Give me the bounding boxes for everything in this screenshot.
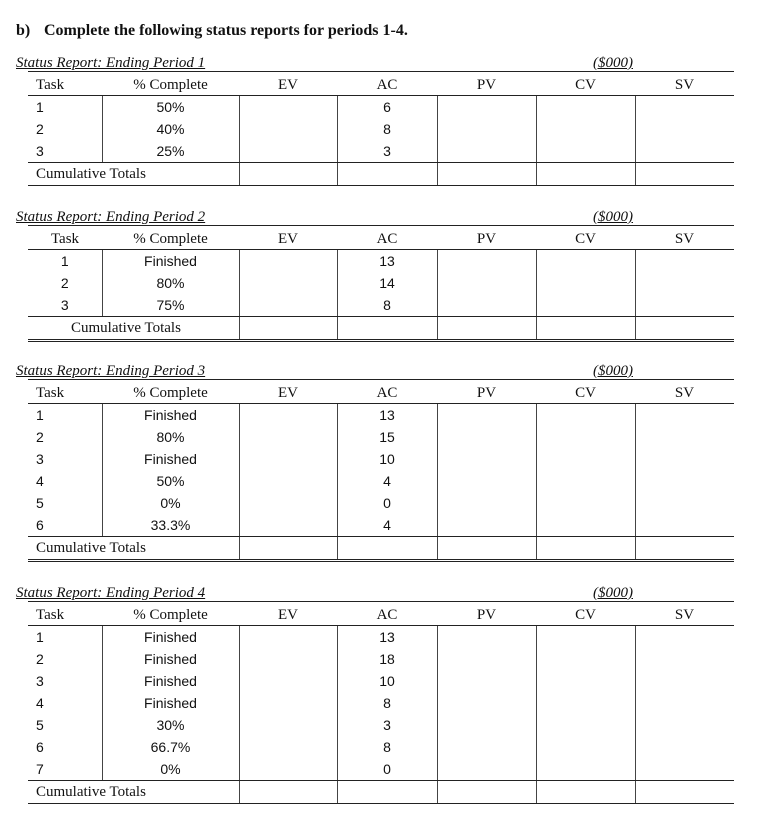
cell-pct: 40% <box>102 118 239 140</box>
cell-ac: 8 <box>337 294 437 317</box>
cell-pct: 25% <box>102 140 239 163</box>
answer-cell-cv[interactable] <box>536 404 635 427</box>
status-report-table <box>28 379 734 562</box>
answer-cell-ev[interactable] <box>239 626 337 649</box>
column-header-cv: CV <box>536 380 635 404</box>
cell-ac: 0 <box>337 758 437 781</box>
answer-cell-cv[interactable] <box>536 648 635 670</box>
column-header-ev: EV <box>239 380 337 404</box>
answer-cell-sv[interactable] <box>635 272 734 294</box>
total-cell-cv[interactable] <box>536 163 635 186</box>
table-row <box>28 492 734 514</box>
answer-cell-cv[interactable] <box>536 714 635 736</box>
answer-cell-sv[interactable] <box>635 492 734 514</box>
column-header-sv: SV <box>635 380 734 404</box>
table-row <box>28 670 734 692</box>
cell-pct: Finished <box>102 692 239 714</box>
cell-pct: 50% <box>102 470 239 492</box>
cell-ac: 3 <box>337 714 437 736</box>
answer-cell-pv[interactable] <box>437 118 536 140</box>
cell-task: 2 <box>36 121 44 137</box>
cell-ac: 10 <box>337 670 437 692</box>
answer-cell-ev[interactable] <box>239 470 337 492</box>
column-header-cv: CV <box>536 72 635 96</box>
cell-ac: 13 <box>337 404 437 427</box>
report-title: Status Report: Ending Period 3 <box>16 363 206 379</box>
question-text: Complete the following status reports for periods 1-4. <box>44 22 408 39</box>
cell-ac: 13 <box>337 250 437 273</box>
cell-task: 3 <box>28 294 102 317</box>
total-cell-pv[interactable] <box>437 537 536 561</box>
column-header-pct: % Complete <box>102 380 239 404</box>
answer-cell-pv[interactable] <box>437 758 536 781</box>
cell-task: 1 <box>60 253 69 269</box>
cell-ac: 0 <box>337 492 437 514</box>
status-report-table <box>28 71 734 186</box>
cell-task: 4 <box>36 695 44 711</box>
cumulative-totals-label: Cumulative Totals <box>28 163 239 186</box>
column-header-ev: EV <box>239 72 337 96</box>
cumulative-totals-label: Cumulative Totals <box>28 781 239 804</box>
total-cell-ev[interactable] <box>239 537 337 561</box>
cell-pct: 80% <box>102 272 239 294</box>
answer-cell-sv[interactable] <box>635 470 734 492</box>
total-cell-pv[interactable] <box>437 163 536 186</box>
answer-cell-pv[interactable] <box>437 96 536 119</box>
column-header-ev: EV <box>239 602 337 626</box>
table-row <box>28 426 734 448</box>
answer-cell-ev[interactable] <box>239 692 337 714</box>
total-cell-ac[interactable] <box>337 163 437 186</box>
column-header-task: Task <box>28 602 102 626</box>
answer-cell-cv[interactable] <box>536 692 635 714</box>
answer-cell-cv[interactable] <box>536 140 635 163</box>
cell-task: 2 <box>36 651 44 667</box>
answer-cell-pv[interactable] <box>437 294 536 317</box>
column-header-ac: AC <box>337 602 437 626</box>
status-report-table <box>28 225 734 342</box>
cell-ac: 8 <box>337 692 437 714</box>
answer-cell-sv[interactable] <box>635 448 734 470</box>
answer-cell-ev[interactable] <box>239 758 337 781</box>
cumulative-totals-row <box>28 781 734 804</box>
answer-cell-pv[interactable] <box>437 626 536 649</box>
table-row <box>28 648 734 670</box>
column-header-sv: SV <box>635 226 734 250</box>
column-header-ac: AC <box>337 72 437 96</box>
total-cell-sv[interactable] <box>635 781 734 804</box>
answer-cell-ev[interactable] <box>239 96 337 119</box>
cell-task: 5 <box>36 495 44 511</box>
answer-cell-ev[interactable] <box>239 294 337 317</box>
table-row <box>28 448 734 470</box>
cumulative-totals-row <box>28 163 734 186</box>
table-row <box>28 626 734 649</box>
cell-task: 2 <box>60 275 69 291</box>
answer-cell-ev[interactable] <box>239 250 337 273</box>
answer-cell-cv[interactable] <box>536 736 635 758</box>
cell-pct: Finished <box>102 626 239 649</box>
total-cell-pv[interactable] <box>437 781 536 804</box>
answer-cell-pv[interactable] <box>437 272 536 294</box>
column-header-task: Task <box>28 72 102 96</box>
answer-cell-pv[interactable] <box>437 470 536 492</box>
cell-pct: Finished <box>102 250 239 273</box>
answer-cell-pv[interactable] <box>437 514 536 537</box>
cell-task: 1 <box>36 629 44 645</box>
total-cell-ac[interactable] <box>337 537 437 561</box>
cell-ac: 13 <box>337 626 437 649</box>
header-row <box>28 380 734 404</box>
answer-cell-sv[interactable] <box>635 118 734 140</box>
column-header-pv: PV <box>437 380 536 404</box>
table-row <box>28 140 734 163</box>
cell-task: 3 <box>36 673 44 689</box>
table-row <box>28 272 734 294</box>
answer-cell-pv[interactable] <box>437 670 536 692</box>
report-title: Status Report: Ending Period 2 <box>16 209 206 225</box>
answer-cell-ev[interactable] <box>239 404 337 427</box>
total-cell-ev[interactable] <box>239 781 337 804</box>
column-header-pct: % Complete <box>102 602 239 626</box>
answer-cell-pv[interactable] <box>437 404 536 427</box>
total-cell-pv[interactable] <box>437 317 536 341</box>
answer-cell-sv[interactable] <box>635 404 734 427</box>
answer-cell-cv[interactable] <box>536 96 635 119</box>
answer-cell-cv[interactable] <box>536 758 635 781</box>
question-label: b) <box>16 22 31 39</box>
total-cell-cv[interactable] <box>536 537 635 561</box>
header-row <box>28 226 734 250</box>
answer-cell-cv[interactable] <box>536 470 635 492</box>
answer-cell-ev[interactable] <box>239 514 337 537</box>
cell-pct: 66.7% <box>102 736 239 758</box>
column-header-cv: CV <box>536 602 635 626</box>
cell-task: 3 <box>36 451 44 467</box>
table-row <box>28 470 734 492</box>
units-label: ($000) <box>593 209 633 225</box>
answer-cell-sv[interactable] <box>635 250 734 273</box>
cell-ac: 15 <box>337 426 437 448</box>
status-report-table <box>28 601 734 804</box>
cell-task: 7 <box>28 758 102 781</box>
cumulative-totals-label: Cumulative Totals <box>28 537 239 561</box>
answer-cell-pv[interactable] <box>437 736 536 758</box>
table-row <box>28 294 734 317</box>
cell-ac: 4 <box>337 514 437 537</box>
units-label: ($000) <box>593 585 633 601</box>
answer-cell-ev[interactable] <box>239 648 337 670</box>
answer-cell-sv[interactable] <box>635 736 734 758</box>
answer-cell-pv[interactable] <box>437 250 536 273</box>
units-label: ($000) <box>593 363 633 379</box>
cell-ac: 14 <box>337 272 437 294</box>
column-header-pct: % Complete <box>102 72 239 96</box>
answer-cell-sv[interactable] <box>635 140 734 163</box>
answer-cell-ev[interactable] <box>239 492 337 514</box>
column-header-pv: PV <box>437 72 536 96</box>
answer-cell-pv[interactable] <box>437 140 536 163</box>
answer-cell-ev[interactable] <box>239 426 337 448</box>
column-header-pv: PV <box>437 226 536 250</box>
cell-pct: 0% <box>102 758 239 781</box>
cell-pct: Finished <box>102 648 239 670</box>
cell-pct: 33.3% <box>102 514 239 537</box>
header-row <box>28 72 734 96</box>
answer-cell-cv[interactable] <box>536 250 635 273</box>
answer-cell-cv[interactable] <box>536 272 635 294</box>
cumulative-totals-row <box>28 537 734 561</box>
answer-cell-sv[interactable] <box>635 96 734 119</box>
table-row <box>28 118 734 140</box>
table-row <box>28 96 734 119</box>
answer-cell-cv[interactable] <box>536 514 635 537</box>
table-row <box>28 758 734 781</box>
answer-cell-cv[interactable] <box>536 294 635 317</box>
column-header-pct: % Complete <box>102 226 239 250</box>
total-cell-ac[interactable] <box>337 781 437 804</box>
cell-ac: 10 <box>337 448 437 470</box>
answer-cell-sv[interactable] <box>635 692 734 714</box>
cell-ac: 3 <box>337 140 437 163</box>
cell-ac: 8 <box>337 118 437 140</box>
units-label: ($000) <box>593 55 633 71</box>
answer-cell-ev[interactable] <box>239 670 337 692</box>
answer-cell-cv[interactable] <box>536 626 635 649</box>
cell-task: 1 <box>36 407 44 423</box>
cell-pct: Finished <box>102 670 239 692</box>
answer-cell-pv[interactable] <box>437 492 536 514</box>
answer-cell-pv[interactable] <box>437 714 536 736</box>
cell-task: 6 <box>36 739 44 755</box>
cell-task: 3 <box>28 140 102 163</box>
question-heading <box>16 22 408 40</box>
cell-ac: 6 <box>337 96 437 119</box>
total-cell-sv[interactable] <box>635 163 734 186</box>
answer-cell-ev[interactable] <box>239 140 337 163</box>
report-title: Status Report: Ending Period 1 <box>16 55 206 71</box>
column-header-sv: SV <box>635 72 734 96</box>
answer-cell-ev[interactable] <box>239 118 337 140</box>
column-header-sv: SV <box>635 602 734 626</box>
cumulative-totals-row <box>28 317 734 341</box>
answer-cell-sv[interactable] <box>635 758 734 781</box>
total-cell-ev[interactable] <box>239 317 337 341</box>
cumulative-totals-label: Cumulative Totals <box>28 317 239 341</box>
answer-cell-pv[interactable] <box>437 448 536 470</box>
column-header-pv: PV <box>437 602 536 626</box>
table-row <box>28 250 734 273</box>
answer-cell-pv[interactable] <box>437 648 536 670</box>
total-cell-ac[interactable] <box>337 317 437 341</box>
cell-task: 4 <box>36 473 44 489</box>
answer-cell-pv[interactable] <box>437 692 536 714</box>
answer-cell-cv[interactable] <box>536 426 635 448</box>
answer-cell-ev[interactable] <box>239 736 337 758</box>
answer-cell-cv[interactable] <box>536 492 635 514</box>
total-cell-sv[interactable] <box>635 537 734 561</box>
answer-cell-cv[interactable] <box>536 118 635 140</box>
column-header-cv: CV <box>536 226 635 250</box>
answer-cell-sv[interactable] <box>635 626 734 649</box>
answer-cell-ev[interactable] <box>239 448 337 470</box>
answer-cell-sv[interactable] <box>635 426 734 448</box>
answer-cell-sv[interactable] <box>635 714 734 736</box>
cell-pct: 50% <box>102 96 239 119</box>
answer-cell-sv[interactable] <box>635 514 734 537</box>
cell-pct: 30% <box>102 714 239 736</box>
table-row <box>28 514 734 537</box>
cell-task: 5 <box>36 717 44 733</box>
answer-cell-cv[interactable] <box>536 670 635 692</box>
column-header-task: Task <box>28 380 102 404</box>
answer-cell-cv[interactable] <box>536 448 635 470</box>
cell-pct: Finished <box>102 404 239 427</box>
table-row <box>28 736 734 758</box>
answer-cell-sv[interactable] <box>635 648 734 670</box>
answer-cell-sv[interactable] <box>635 670 734 692</box>
cell-pct: 75% <box>102 294 239 317</box>
column-header-ac: AC <box>337 226 437 250</box>
cell-task: 2 <box>36 429 44 445</box>
total-cell-cv[interactable] <box>536 781 635 804</box>
column-header-task: Task <box>28 226 102 250</box>
cell-ac: 4 <box>337 470 437 492</box>
column-header-ac: AC <box>337 380 437 404</box>
answer-cell-ev[interactable] <box>239 714 337 736</box>
total-cell-cv[interactable] <box>536 317 635 341</box>
cell-task: 1 <box>36 99 44 115</box>
total-cell-sv[interactable] <box>635 317 734 341</box>
cell-pct: Finished <box>102 448 239 470</box>
header-row <box>28 602 734 626</box>
cell-ac: 18 <box>337 648 437 670</box>
cell-task: 6 <box>28 514 102 537</box>
answer-cell-sv[interactable] <box>635 294 734 317</box>
table-row <box>28 692 734 714</box>
report-title: Status Report: Ending Period 4 <box>16 585 206 601</box>
total-cell-ev[interactable] <box>239 163 337 186</box>
answer-cell-pv[interactable] <box>437 426 536 448</box>
table-row <box>28 714 734 736</box>
table-row <box>28 404 734 427</box>
cell-ac: 8 <box>337 736 437 758</box>
cell-pct: 0% <box>102 492 239 514</box>
column-header-ev: EV <box>239 226 337 250</box>
cell-pct: 80% <box>102 426 239 448</box>
answer-cell-ev[interactable] <box>239 272 337 294</box>
